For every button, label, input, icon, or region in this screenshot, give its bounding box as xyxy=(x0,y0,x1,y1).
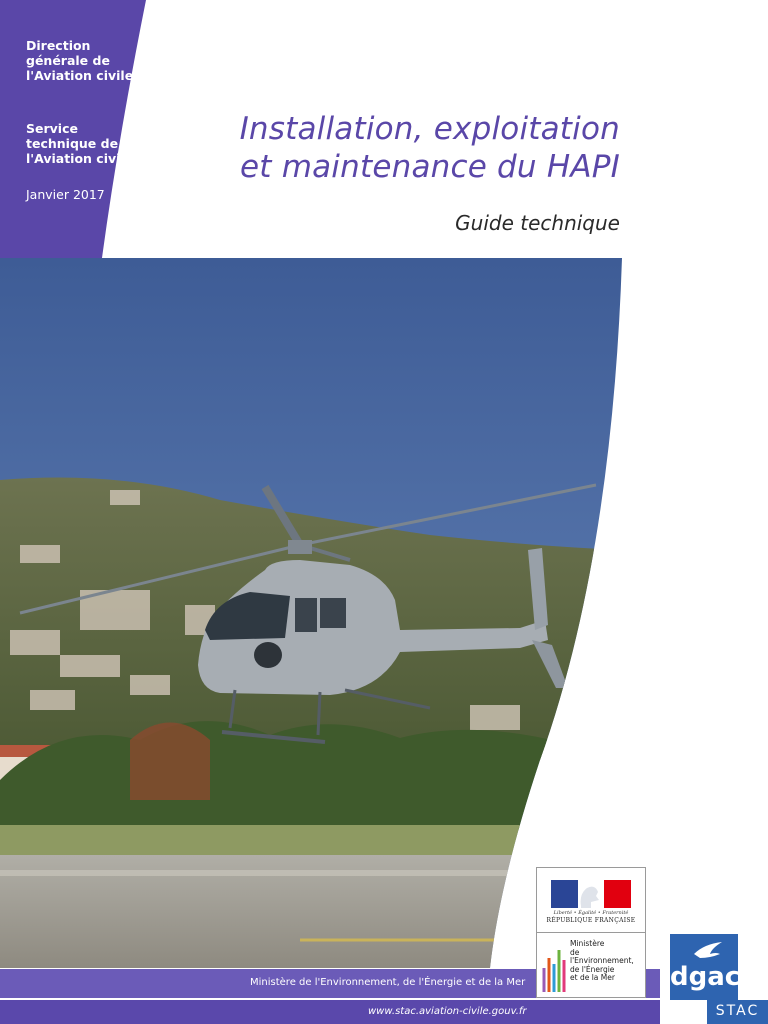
logo-divider xyxy=(537,932,645,933)
marianne-flag-logo xyxy=(551,880,631,908)
government-logo-block xyxy=(536,867,646,998)
stac-logo xyxy=(707,1000,768,1024)
ministry-stripes-logo xyxy=(541,938,569,994)
publication-date: Janvier 2017 xyxy=(26,187,105,202)
service-name: Service technique de l'Aviation civile xyxy=(26,121,134,166)
document-title: Installation, exploitation et maintenance du HAPI xyxy=(239,111,620,185)
document-subtitle: Guide technique xyxy=(455,211,620,235)
website-link[interactable]: www.stac.aviation-civile.gouv.fr xyxy=(368,1006,527,1017)
dgac-wordmark: dgac xyxy=(670,962,741,992)
ministry-name: Ministère de l'Environnement, de l'Énergie et de la Mer xyxy=(570,939,634,983)
stac-wordmark: STAC xyxy=(715,1003,760,1019)
republic-name: RÉPUBLIQUE FRANÇAISE xyxy=(546,917,636,924)
footer-ministry-text: Ministère de l'Environnement, de l'Énergie et de la Mer xyxy=(250,977,526,988)
footer-url-bar xyxy=(0,1000,660,1024)
dgac-logo xyxy=(670,934,741,1000)
organization-name: Direction générale de l'Aviation civile xyxy=(26,38,134,83)
republic-motto: Liberté • Égalité • Fraternité xyxy=(553,910,629,916)
